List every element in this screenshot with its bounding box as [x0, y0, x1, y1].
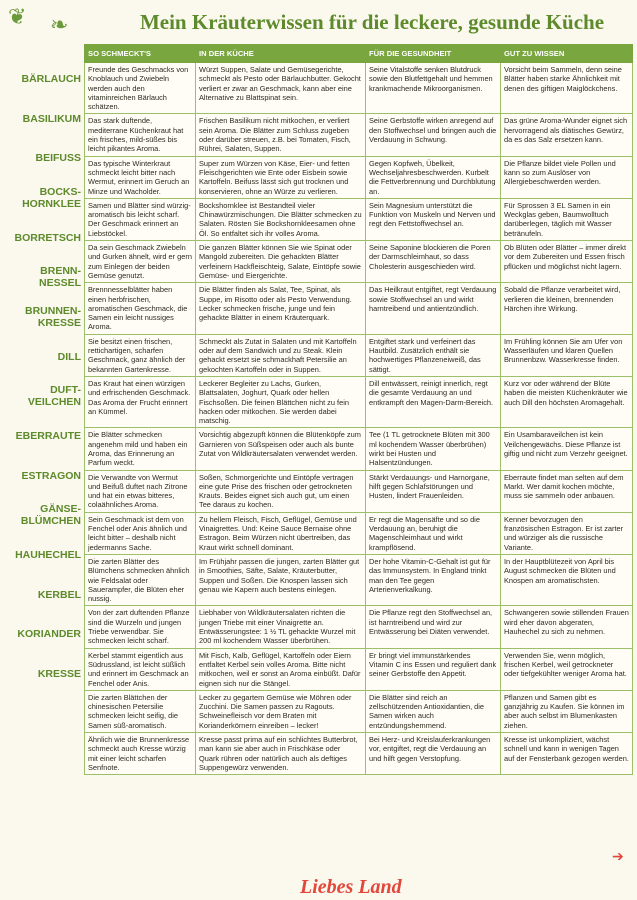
table-cell: Die Blätter schmecken angenehm mild und haben ein Aroma, das Erinnerung an Parfum weckt.: [85, 428, 196, 470]
table-row: [85, 606, 633, 648]
table-row: [85, 334, 633, 376]
herb-name: BRENN- NESSEL: [38, 265, 81, 290]
table-cell: Im Frühling können Sie am Ufer von Wasserläufen und klaren Quellen Brunnenbzw. Wasserkresse finden.: [501, 334, 633, 376]
herb-name: KERBEL: [37, 588, 81, 601]
table-cell: Da sein Geschmack Zwiebeln und Gurken ähnelt, wird er gern zum Einlegen der beiden Gemüse genutzt.: [85, 241, 196, 283]
table-cell: Die ganzen Blätter können Sie wie Spinat oder Mangold zubereiten. Die gehackten Blätter verfeinern Hackfleischteig, Salate, Eintöpfe sowie Gemüse- und Eiergerichte.: [196, 241, 366, 283]
table-row: [85, 512, 633, 554]
table-row: [85, 198, 633, 240]
table-cell: Das Kraut hat einen würzigen und erfrischenden Geschmack. Das Aroma der Frucht erinnert an Kümmel.: [85, 376, 196, 427]
table-cell: Für Sprossen 3 EL Samen in ein Weckglas geben, Baumwolltuch darüberlegen, täglich mit Wasser betränufeln.: [501, 198, 633, 240]
table-cell: Schmeckt als Zutat in Salaten und mit Kartoffeln oder auf dem Sandwich und zu Steak. Klein gehackt ersetzt sie schmackhaft Petersilie an gekochten Kartoffeln oder in Suppen.: [196, 334, 366, 376]
table-row: [85, 114, 633, 156]
herb-name: KRESSE: [37, 668, 81, 681]
column-header: IN DER KÜCHE: [196, 45, 366, 63]
herb-name: DUFT- VEILCHEN: [27, 384, 81, 409]
table-cell: Ein Usambaraveilchen ist kein Veilchengewächs. Diese Pflanze ist giftig und nicht zum Verzehr geeignet.: [501, 428, 633, 470]
table-cell: Schwangeren sowie stillenden Frauen wird eher davon abgeraten, Hauhechel zu sich zu nehmen.: [501, 606, 633, 648]
column-header: GUT ZU WISSEN: [501, 45, 633, 63]
herb-name: BEIFUSS: [35, 152, 81, 165]
table-cell: Freunde des Geschmacks von Knoblauch und Zwiebeln werden auch den vitaminreichen Bärlauch schätzen.: [85, 63, 196, 114]
herb-name-column: [0, 59, 86, 694]
table-cell: Mit Fisch, Kalb, Geflügel, Kartoffeln oder Eiern entfaltet Kerbel sein volles Aroma. Bitte nicht mitkochen, weil er sonst an Aroma einbüßt. Dafür eignen sich nur die Stängel.: [196, 648, 366, 690]
herb-name: HAUHECHEL: [15, 549, 81, 562]
herb-name: BÄRLAUCH: [21, 72, 81, 85]
herb-name: EBERRAUTE: [15, 430, 81, 443]
table-cell: Das typische Winterkraut schmeckt leicht bitter nach Wermut, erinnert im Geruch an Minze und Wacholder.: [85, 156, 196, 198]
table-cell: Lecker zu gegartem Gemüse wie Möhren oder Zucchini. Die Samen passen zu Ragouts. Schweinefleisch vor dem Braten mit Korianderkörnern einreiben – lecker!: [196, 690, 366, 732]
herb-name: DILL: [57, 350, 81, 363]
table-row: [85, 241, 633, 283]
table-cell: Sie besitzt einen frischen, rettichartigen, scharfen Geschmack, ganz ähnlich der bekannten Gartenkresse.: [85, 334, 196, 376]
herb-name: GÄNSE- BLÜMCHEN: [20, 503, 81, 528]
table-cell: Kresse passt prima auf ein schlichtes Butterbrot, man kann sie aber auch in Frischkäse oder Quark rühren oder natürlich auch als deftiges Suppengewürz verwenden.: [196, 733, 366, 775]
herb-name: BORRETSCH: [14, 231, 81, 244]
table-cell: Vorsicht beim Sammeln, denn seine Blätter haben starke Ähnlichkeit mit denen des giftigen Maiglöckchens.: [501, 63, 633, 114]
herb-table: [84, 44, 633, 775]
table-cell: Liebhaber von Wildkräutersalaten richten die jungen Triebe mit einer Vinaigrette an. Entwässerungstee: 1 ½ TL gehackte Wurzel mit 200 ml kochendem Wasser überbrühen.: [196, 606, 366, 648]
table-cell: Die Verwandte von Wermut und Beifuß duftet nach Zitrone und hat ein etwas bitteres, colaähnliches Aroma.: [85, 470, 196, 512]
table-row: [85, 554, 633, 605]
table-row: [85, 428, 633, 470]
table-cell: Sobald die Pflanze verarbeitet wird, verlieren die kleinen, brennenden Härchen ihre Wirkung.: [501, 283, 633, 334]
table-cell: Seine Vitalstoffe senken Blutdruck sowie den Blutfettgehalt und hemmen krankmachende Mikroorganismen.: [366, 63, 501, 114]
table-cell: Seine Saponine blockieren die Poren der Darmschleimhaut, so dass Cholesterin ausgeschieden wird.: [366, 241, 501, 283]
table-row: [85, 648, 633, 690]
table-cell: Das grüne Aroma-Wunder eignet sich hervorragend als diätisches Gewürz, da es das Salz ersetzen kann.: [501, 114, 633, 156]
table-cell: Ähnlich wie die Brunnenkresse schmeckt auch Kresse würzig mit einer leicht scharfen Senfnote.: [85, 733, 196, 775]
table-row: [85, 283, 633, 334]
table-cell: Von der zart duftenden Pflanze sind die Wurzeln und jungen Triebe verwendbar. Sie schmecken leicht scharf.: [85, 606, 196, 648]
table-row: [85, 156, 633, 198]
table-row: [85, 63, 633, 114]
herb-name: ESTRAGON: [21, 469, 81, 482]
table-cell: Das Heilkraut entgiftet, regt Verdauung sowie Stoffwechsel an und wirkt harntreibend und antientzündlich.: [366, 283, 501, 334]
table-cell: Kresse ist unkompliziert, wächst schnell und kann in wenigen Tagen auf der Fensterbank gezogen werden.: [501, 733, 633, 775]
table-header-row: [85, 45, 633, 63]
table-cell: Der hohe Vitamin-C-Gehalt ist gut für das Immunsystem. In England trinkt man den Tee gegen Arterienverkalkung.: [366, 554, 501, 605]
herb-sprig-icon: ❦: [8, 4, 27, 29]
table-cell: Super zum Würzen von Käse, Eier- und fetten Fleischgerichten wie Ente oder Eisbein sowie Kartoffeln. Beifuss lässt sich gut trocknen und konservieren, ohne an Würze zu verlieren.: [196, 156, 366, 198]
table-cell: Samen und Blätter sind würzig-aromatisch bis leicht scharf. Der Geschmack erinnert an Liebstöckel.: [85, 198, 196, 240]
table-cell: Dill entwässert, reinigt innerlich, regt die gesamte Verdauung an und entkrampft den Magen-Darm-Bereich.: [366, 376, 501, 427]
table-cell: Die zarten Blättchen der chinesischen Petersilie schmecken leicht seifig, die Samen süß-aromatisch.: [85, 690, 196, 732]
table-cell: Frischen Basilikum nicht mitkochen, er verliert sein Aroma. Die Blätter zum Schluss zugeben oder darüber streuen, z.B. bei Tomaten, Fisch, Rührei, Salaten, Suppen.: [196, 114, 366, 156]
table-cell: In der Hauptblütezeit von April bis August schmecken die Blüten und Knospen am aromatischsten.: [501, 554, 633, 605]
table-cell: Im Frühjahr passen die jungen, zarten Blätter gut in Smoothies, Säfte, Salate, Kräuterbutter, Suppen und Soßen. Die Knospen lassen sich genau wie Kapern auch bestens einlegen.: [196, 554, 366, 605]
table-cell: Gegen Kopfweh, Übelkeit, Wechseljahresbeschwerden. Kurbelt die Fettverbrennung und Durchblutung an.: [366, 156, 501, 198]
table-cell: Kenner bevorzugen den französischen Estragon. Er ist zarter und würziger als die russische Variante.: [501, 512, 633, 554]
table-cell: Zu hellem Fleisch, Fisch, Geflügel, Gemüse und Vinaigrettes. Und: Keine Sauce Bernaise ohne Estragon. Beim Würzen nicht übertreiben, das Kraut wirkt schnell dominant.: [196, 512, 366, 554]
table-cell: Das stark duftende, mediterrane Küchenkraut hat ein frisches, mild-süßes bis leicht pikantes Aroma.: [85, 114, 196, 156]
table-cell: Bockshornklee ist Bestandteil vieler Chinawürzmischungen. Die Blätter schmecken zu Salaten. Rösten Sie Bockshornkleesamen ohne Öl. So entfaltet sich ihr volles Aroma.: [196, 198, 366, 240]
column-header: FÜR DIE GESUNDHEIT: [366, 45, 501, 63]
table-cell: Verwenden Sie, wenn möglich, frischen Kerbel, weil getrockneter oder tiefgekühlter weniger Aroma hat.: [501, 648, 633, 690]
table-cell: Seine Gerbstoffe wirken anregend auf den Stoffwechsel und bringen auch die Verdauung in Schwung.: [366, 114, 501, 156]
herb-name: BRUNNEN- KRESSE: [25, 304, 81, 329]
herb-name: BOCKS- HORNKLEE: [22, 185, 81, 210]
table-cell: Er regt die Magensäfte und so die Verdauung an, beruhigt die Magenschleimhaut und wirkt krampflösend.: [366, 512, 501, 554]
table-cell: Pflanzen und Samen gibt es ganzjährig zu Kaufen. Sie können im aber auch selbst im Blumenkasten ziehen.: [501, 690, 633, 732]
table-cell: Sein Magnesium unterstützt die Funktion von Muskeln und Nerven und regt den Fettstoffwechsel an.: [366, 198, 501, 240]
table-cell: Leckerer Begleiter zu Lachs, Gurken, Blattsalaten, Joghurt, Quark oder hellen Fischsoßen. Die feinen Blättchen nicht zu fein hacken oder mitkochen. Sie werden dabei matschig.: [196, 376, 366, 427]
table-cell: Eberraute findet man selten auf dem Markt. Wer damit kochen möchte, muss sie sammeln oder anbauen.: [501, 470, 633, 512]
column-header: SO SCHMECKT'S: [85, 45, 196, 63]
table-cell: Bei Herz- und Kreislauferkrankungen vor, entgiftet, regt die Verdauung an und hilft gegen Verstopfung.: [366, 733, 501, 775]
table-cell: Die Pflanze regt den Stoffwechsel an, ist harntreibend und wird zur Entwässerung bei Diäten verwendet.: [366, 606, 501, 648]
table-cell: Die zarten Blätter des Blümchens schmecken ähnlich wie Feldsalat oder Sauerampfer, die Blüten eher nussig.: [85, 554, 196, 605]
table-cell: Würzt Suppen, Salate und Gemüsegerichte, schmeckt als Pesto oder Bärlauchbutter. Gekocht verliert er zwar an Geschmack, kann aber eine Alternative zu Blattspinat sein.: [196, 63, 366, 114]
table-cell: Er bringt viel immunstärkendes Vitamin C ins Essen und reguliert dank seiner Gerbstoffe den Appetit.: [366, 648, 501, 690]
table-cell: Die Blätter sind reich an zellschützenden Antioxidantien, die Samen wirken auch entzündungshemmend.: [366, 690, 501, 732]
table-cell: Vorsichtig abgezupft können die Blütenköpfe zum Garnieren von Süßspeisen oder auch als bunte Zutat von Wildkräutersalaten verwendet werden.: [196, 428, 366, 470]
herb-name: KORIANDER: [17, 628, 81, 641]
table-cell: Kerbel stammt eigentlich aus Südrussland, ist leicht süßlich und erinnert im Geschmack an Fenchel oder Anis.: [85, 648, 196, 690]
table-row: [85, 470, 633, 512]
table-cell: Ob Blüten oder Blätter – immer direkt vor dem Zubereiten und Essen frisch pflücken und möglichst nicht lagern.: [501, 241, 633, 283]
table-cell: Stärkt Verdauungs- und Harnorgane, hilft gegen Schlafstörungen und Husten, lindert Frauenleiden.: [366, 470, 501, 512]
herb-name: BASILIKUM: [22, 112, 81, 125]
brand-logo: Liebes Land: [300, 876, 402, 898]
table-row: [85, 733, 633, 775]
table-cell: Die Pflanze bildet viele Pollen und kann so zum Auslöser von Allergiebeschwerden werden.: [501, 156, 633, 198]
table-row: [85, 690, 633, 732]
leaf-icon: ❧: [50, 12, 69, 37]
table-cell: Soßen, Schmorgerichte und Eintöpfe vertragen eine gute Prise des frischen oder getrockneten Krauts. Beides eignet sich auch gut, um einen Tee daraus zu kochen.: [196, 470, 366, 512]
table-cell: Die Blätter finden als Salat, Tee, Spinat, als Suppe, im Risotto oder als Pesto Verwendung. Lecker schmecken frische, junge und fein gehackte Blätter in einem Kräuterquark.: [196, 283, 366, 334]
table-cell: Sein Geschmack ist dem von Fenchel oder Anis ähnlich und leicht bitter – deshalb nicht jedermanns Sache.: [85, 512, 196, 554]
page-title: Mein Kräuterwissen für die leckere, gesunde Küche: [139, 10, 605, 34]
table-row: [85, 376, 633, 427]
table-cell: Tee (1 TL getrocknete Blüten mit 300 ml kochendem Wasser überbrühen) wirkt bei Husten und Halsentzündungen.: [366, 428, 501, 470]
arrow-right-icon: ➔: [612, 848, 624, 864]
table-cell: Brennnesselblätter haben einen herbfrischen, aromatischen Geschmack, die Samen ein leicht nussiges Aroma.: [85, 283, 196, 334]
table-cell: Kurz vor oder während der Blüte haben die meisten Küchenkräuter wie auch Dill den höchsten Aromagehalt.: [501, 376, 633, 427]
table-cell: Entgiftet stark und verfeinert das Hautbild. Zusätzlich enthält sie hochwertiges Pflanzeneiweiß, das sättigt.: [366, 334, 501, 376]
